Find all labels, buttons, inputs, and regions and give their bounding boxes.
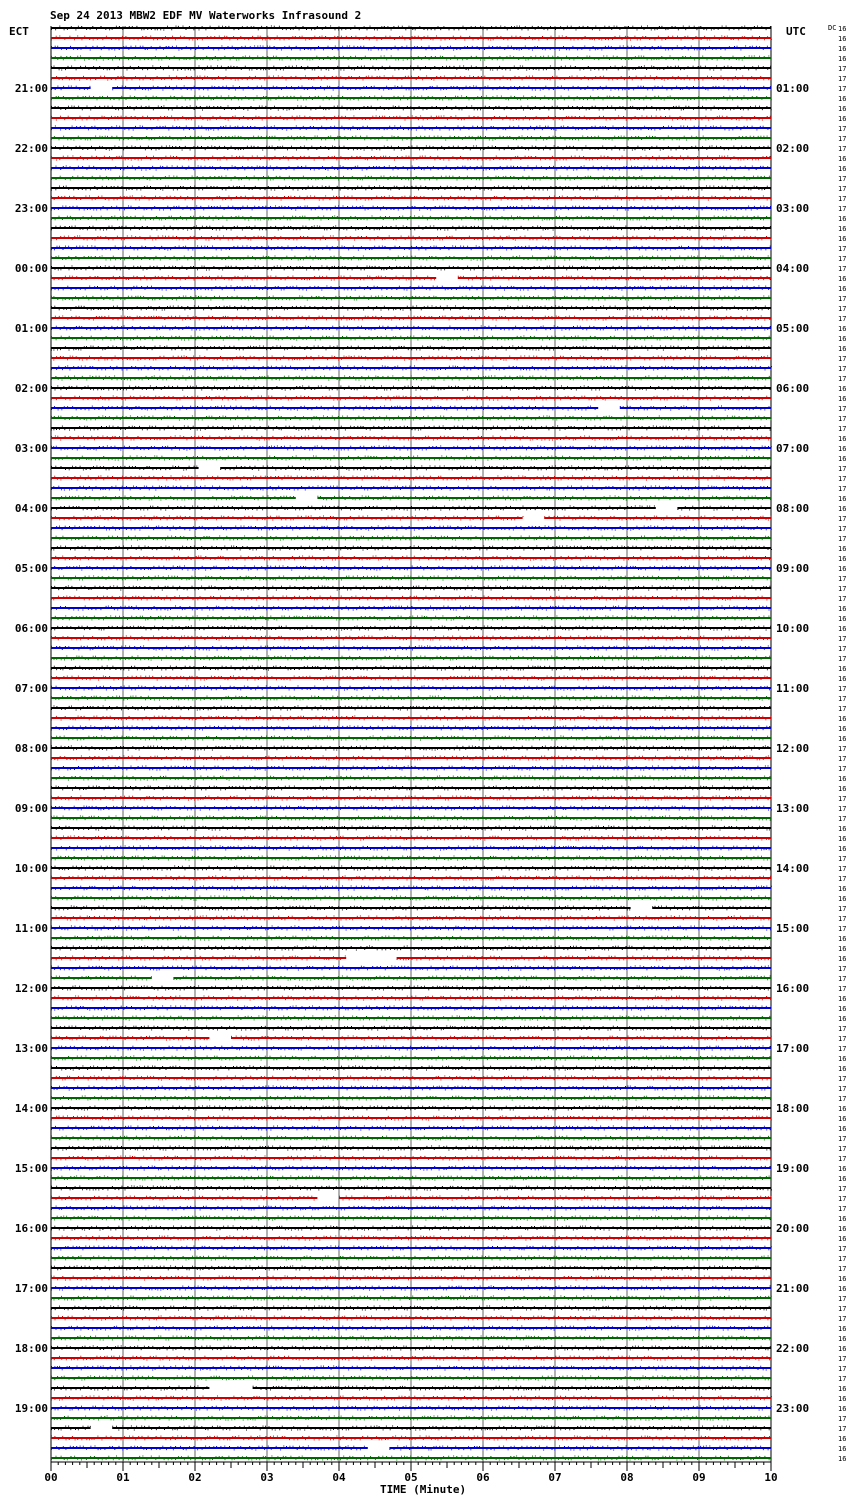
right-hour-label: 21:00 [776,1282,810,1295]
right-hour-label: 01:00 [776,82,810,95]
dc-offset-value: 16 [838,1065,847,1073]
minute-gridlines [51,26,771,1462]
dc-offset-value: 16 [838,1015,847,1023]
x-tick-label-05: 05 [404,1471,418,1484]
dc-offset-value: 16 [838,1405,847,1413]
dc-offset-value: 17 [838,415,847,423]
x-tick-label-04: 04 [332,1471,346,1484]
dc-offset-value: 16 [838,1005,847,1013]
dc-offset-value: 17 [838,1155,847,1163]
x-tick-label-00: 00 [44,1471,58,1484]
dc-offset-value: 16 [838,215,847,223]
dc-offset-value: 17 [838,795,847,803]
dc-offset-value: 17 [838,135,847,143]
dc-offset-value: 16 [838,395,847,403]
dc-offset-value: 17 [838,635,847,643]
dc-offset-value: 16 [838,1105,847,1113]
dc-offset-value: 17 [838,975,847,983]
dc-offset-value: 17 [838,205,847,213]
dc-offset-value: 16 [838,115,847,123]
dc-offset-value: 17 [838,485,847,493]
dc-offset-value: 16 [838,735,847,743]
dc-offset-value: 17 [838,595,847,603]
x-tick-label-07: 07 [548,1471,562,1484]
left-hour-label: 16:00 [14,1222,48,1235]
dc-offset-value: 17 [838,425,847,433]
dc-offset-value: 16 [838,1395,847,1403]
dc-offset-value: 16 [838,1285,847,1293]
dc-offset-value: 17 [838,75,847,83]
dc-offset-value: 17 [838,915,847,923]
right-hour-label: 06:00 [776,382,810,395]
dc-offset-value: 17 [838,1315,847,1323]
dc-offset-value: 17 [838,1185,847,1193]
dc-offset-value: 17 [838,535,847,543]
left-hour-label: 04:00 [14,502,48,515]
dc-offset-value: 17 [838,1425,847,1433]
dc-offset-value: 17 [838,315,847,323]
x-axis-label: TIME (Minute) [380,1483,467,1496]
dc-offset-value: 16 [838,775,847,783]
dc-offset-value: 17 [838,1245,847,1253]
left-hour-label: 22:00 [14,142,48,155]
right-hour-label: 23:00 [776,1402,810,1415]
dc-offset-value: 16 [838,785,847,793]
dc-offset-value: 16 [838,725,847,733]
dc-offset-value: 17 [838,1295,847,1303]
left-axis-label: ECT [9,25,29,38]
dc-offset-value: 16 [838,1225,847,1233]
dc-offset-value: 17 [838,585,847,593]
dc-offset-value: 17 [838,905,847,913]
dc-offset-value: 17 [838,1145,847,1153]
dc-offset-value: 16 [838,1115,847,1123]
dc-offset-value: 16 [838,165,847,173]
dc-offset-value: 16 [838,605,847,613]
left-hour-label: 06:00 [14,622,48,635]
dc-offset-value: 16 [838,835,847,843]
left-hour-label: 14:00 [14,1102,48,1115]
dc-offset-value: 16 [838,25,847,33]
dc-offset-value: 17 [838,1025,847,1033]
dc-offset-value: 16 [838,715,847,723]
left-hour-label: 07:00 [14,682,48,695]
dc-offset-value: 17 [838,805,847,813]
dc-offset-value: 16 [838,495,847,503]
dc-offset-value: 16 [838,1275,847,1283]
dc-offset-value: 16 [838,1235,847,1243]
right-axis-label: UTC [786,25,806,38]
dc-offset-value: 17 [838,305,847,313]
dc-offset-value: 16 [838,345,847,353]
dc-offset-value: 16 [838,1455,847,1463]
dc-offset-value: 16 [838,325,847,333]
dc-offset-value: 17 [838,655,847,663]
dc-offset-value: 17 [838,65,847,73]
dc-offset-value: 16 [838,555,847,563]
dc-offset-value: 16 [838,1215,847,1223]
dc-offset-value: 17 [838,865,847,873]
dc-offset-value: 17 [838,375,847,383]
dc-offset-value: 16 [838,445,847,453]
dc-offset-value: 16 [838,1165,847,1173]
dc-offset-value: 16 [838,275,847,283]
dc-offset-value: 17 [838,1085,847,1093]
dc-offset-value: 16 [838,625,847,633]
dc-offset-value: 17 [838,645,847,653]
dc-offset-value: 16 [838,385,847,393]
dc-offset-value: 16 [838,675,847,683]
dc-offset-value: 17 [838,985,847,993]
chart-title: Sep 24 2013 MBW2 EDF MV Waterworks Infrasound 2 [50,9,362,22]
left-hour-label: 03:00 [14,442,48,455]
dc-offset-value: 16 [838,335,847,343]
dc-offset-value: 17 [838,1305,847,1313]
dc-offset-value: 17 [838,515,847,523]
right-hour-label: 09:00 [776,562,810,575]
dc-offset-value: 16 [838,935,847,943]
right-hour-label: 15:00 [776,922,810,935]
dc-offset-value: 16 [838,955,847,963]
dc-offset-value: 17 [838,1135,847,1143]
x-tick-label-09: 09 [692,1471,706,1484]
dc-offset-value: 17 [838,1265,847,1273]
dc-offset-value: 17 [838,875,847,883]
dc-offset-value: 16 [838,35,847,43]
left-hour-label: 17:00 [14,1282,48,1295]
dc-offset-value: 17 [838,295,847,303]
x-tick-label-03: 03 [260,1471,274,1484]
dc-offset-value: 17 [838,405,847,413]
dc-offset-value: 17 [838,185,847,193]
right-hour-label: 10:00 [776,622,810,635]
dc-offset-value: 16 [838,455,847,463]
left-hour-label: 00:00 [14,262,48,275]
left-hour-label: 09:00 [14,802,48,815]
dc-offset-value: 16 [838,1125,847,1133]
left-hour-label: 01:00 [14,322,48,335]
dc-offset-value: 16 [838,55,847,63]
x-tick-label-10: 10 [764,1471,778,1484]
dc-offset-value: 16 [838,95,847,103]
dc-offset-value: 17 [838,1205,847,1213]
dc-offset-value: 16 [838,825,847,833]
dc-offset-value: 16 [838,665,847,673]
right-hour-label: 07:00 [776,442,810,455]
dc-offset-value: 17 [838,265,847,273]
dc-offset-value: 16 [838,225,847,233]
left-hour-label: 19:00 [14,1402,48,1415]
right-hour-label: 05:00 [776,322,810,335]
dc-offset-value: 16 [838,545,847,553]
dc-offset-value: 17 [838,475,847,483]
right-hour-label: 08:00 [776,502,810,515]
right-hour-label: 18:00 [776,1102,810,1115]
dc-offset-value: 17 [838,1355,847,1363]
dc-offset-value: 17 [838,1255,847,1263]
dc-offset-value: 17 [838,465,847,473]
dc-offset-column [838,25,846,1463]
dc-offset-value: 16 [838,1385,847,1393]
left-hour-label: 18:00 [14,1342,48,1355]
dc-offset-header: DC [828,24,837,32]
dc-offset-value: 17 [838,85,847,93]
left-hour-label: 11:00 [14,922,48,935]
dc-offset-value: 16 [838,895,847,903]
dc-offset-value: 17 [838,925,847,933]
dc-offset-value: 16 [838,1325,847,1333]
right-hour-label: 20:00 [776,1222,810,1235]
right-hour-label: 19:00 [776,1162,810,1175]
dc-offset-value: 16 [838,1345,847,1353]
right-hour-label: 13:00 [776,802,810,815]
left-hour-label: 15:00 [14,1162,48,1175]
dc-offset-value: 17 [838,175,847,183]
x-tick-label-02: 02 [188,1471,202,1484]
dc-offset-value: 17 [838,705,847,713]
dc-offset-value: 17 [838,755,847,763]
x-tick-label-01: 01 [116,1471,130,1484]
dc-offset-value: 17 [838,965,847,973]
dc-offset-value: 17 [838,765,847,773]
dc-offset-value: 16 [838,945,847,953]
dc-offset-value: 16 [838,565,847,573]
dc-offset-value: 17 [838,695,847,703]
left-hour-label: 02:00 [14,382,48,395]
right-hour-label: 14:00 [776,862,810,875]
dc-offset-value: 17 [838,365,847,373]
dc-offset-value: 17 [838,195,847,203]
dc-offset-value: 17 [838,1375,847,1383]
dc-offset-value: 16 [838,1445,847,1453]
dc-offset-value: 17 [838,245,847,253]
dc-offset-value: 17 [838,1195,847,1203]
dc-offset-value: 17 [838,1045,847,1053]
dc-offset-value: 17 [838,575,847,583]
dc-offset-value: 17 [838,525,847,533]
dc-offset-value: 16 [838,505,847,513]
dc-offset-value: 17 [838,355,847,363]
right-hour-label: 22:00 [776,1342,810,1355]
right-hour-label: 03:00 [776,202,810,215]
dc-offset-value: 16 [838,845,847,853]
x-tick-label-08: 08 [620,1471,634,1484]
dc-offset-value: 17 [838,1035,847,1043]
dc-offset-value: 17 [838,1365,847,1373]
left-hour-label: 08:00 [14,742,48,755]
dc-offset-value: 16 [838,1055,847,1063]
dc-offset-value: 16 [838,285,847,293]
dc-offset-value: 16 [838,1175,847,1183]
dc-offset-value: 17 [838,125,847,133]
dc-offset-value: 17 [838,855,847,863]
dc-offset-value: 16 [838,885,847,893]
dc-offset-value: 17 [838,1415,847,1423]
time-axis [44,1462,777,1484]
dc-offset-value: 16 [838,155,847,163]
right-hour-label: 12:00 [776,742,810,755]
right-hour-label: 02:00 [776,142,810,155]
dc-offset-value: 16 [838,45,847,53]
x-tick-label-06: 06 [476,1471,490,1484]
dc-offset-value: 16 [838,435,847,443]
right-hour-label: 17:00 [776,1042,810,1055]
dc-offset-value: 16 [838,995,847,1003]
dc-offset-value: 17 [838,1075,847,1083]
left-hour-label: 05:00 [14,562,48,575]
left-hour-label: 12:00 [14,982,48,995]
dc-offset-value: 16 [838,235,847,243]
left-hour-label: 21:00 [14,82,48,95]
left-hour-label: 23:00 [14,202,48,215]
dc-offset-value: 17 [838,255,847,263]
dc-offset-value: 16 [838,105,847,113]
right-hour-label: 04:00 [776,262,810,275]
left-hour-label: 13:00 [14,1042,48,1055]
dc-offset-value: 17 [838,145,847,153]
right-hour-label: 11:00 [776,682,810,695]
dc-offset-value: 17 [838,815,847,823]
right-hour-label: 16:00 [776,982,810,995]
dc-offset-value: 16 [838,615,847,623]
dc-offset-value: 17 [838,685,847,693]
left-hour-label: 10:00 [14,862,48,875]
dc-offset-value: 17 [838,745,847,753]
dc-offset-value: 16 [838,1435,847,1443]
dc-offset-value: 17 [838,1095,847,1103]
dc-offset-value: 16 [838,1335,847,1343]
